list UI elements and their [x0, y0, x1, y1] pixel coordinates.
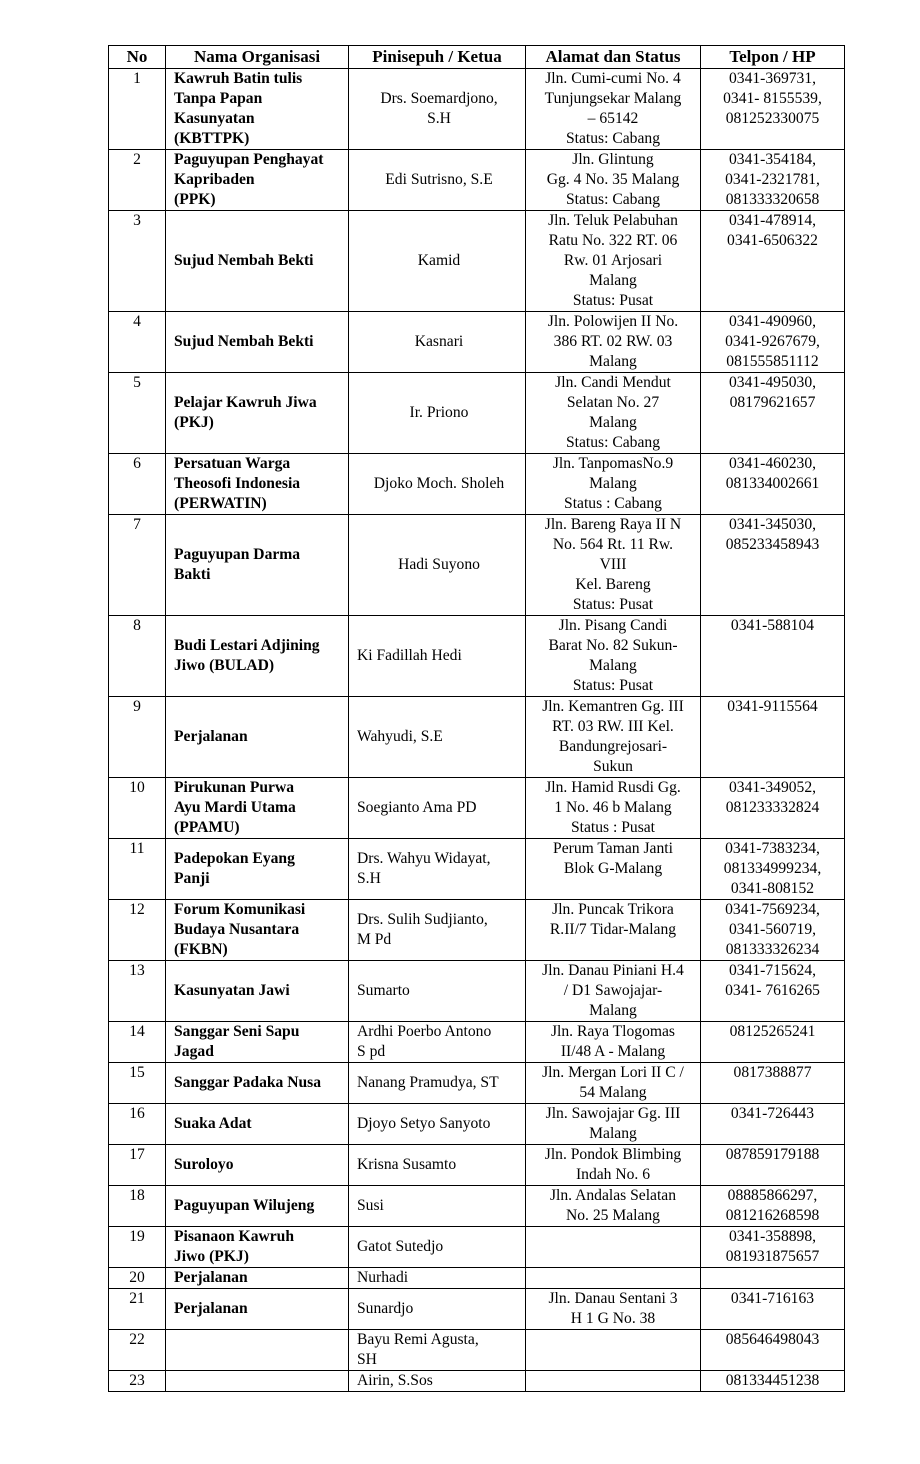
organization-table [108, 45, 845, 1392]
address-status [526, 1227, 701, 1268]
address-status: Jln. Glintung Gg. 4 No. 35 Malang Status: Cabang [526, 150, 701, 211]
table-row [109, 312, 845, 373]
address-status: Jln. Teluk Pelabuhan Ratu No. 322 RT. 06 Rw. 01 Arjosari Malang Status: Pusat [526, 211, 701, 312]
address-status: Jln. Sawojajar Gg. III Malang [526, 1104, 701, 1145]
leader-name: Drs. Wahyu Widayat, S.H [349, 839, 526, 900]
organization-name: Pisanaon Kawruh Jiwo (PKJ) [166, 1227, 349, 1268]
organization-name: Suaka Adat [166, 1104, 349, 1145]
phone-number: 08885866297, 081216268598 [701, 1186, 845, 1227]
organization-name: Sanggar Seni Sapu Jagad [166, 1022, 349, 1063]
leader-name: Airin, S.Sos [349, 1371, 526, 1392]
table-row [109, 697, 845, 778]
address-status: Jln. Mergan Lori II C / 54 Malang [526, 1063, 701, 1104]
table-row [109, 211, 845, 312]
organization-name: Perjalanan [166, 1268, 349, 1289]
phone-number: 0341-7383234, 081334999234, 0341-808152 [701, 839, 845, 900]
leader-name: Krisna Susamto [349, 1145, 526, 1186]
phone-number: 0341-588104 [701, 616, 845, 697]
header-phone: Telpon / HP [701, 46, 845, 69]
leader-name: Drs. Sulih Sudjianto, M Pd [349, 900, 526, 961]
row-number: 5 [109, 373, 166, 454]
table-row [109, 961, 845, 1022]
row-number: 20 [109, 1268, 166, 1289]
organization-name: Sujud Nembah Bekti [166, 211, 349, 312]
phone-number: 0341-369731, 0341- 8155539, 081252330075 [701, 69, 845, 150]
address-status: Jln. Cumi-cumi No. 4 Tunjungsekar Malang – 65142 Status: Cabang [526, 69, 701, 150]
row-number: 13 [109, 961, 166, 1022]
table-row [109, 1145, 845, 1186]
address-status: Jln. Danau Piniani H.4 / D1 Sawojajar- Malang [526, 961, 701, 1022]
row-number: 2 [109, 150, 166, 211]
table-row [109, 1104, 845, 1145]
phone-number: 0341-9115564 [701, 697, 845, 778]
organization-name: Suroloyo [166, 1145, 349, 1186]
row-number: 8 [109, 616, 166, 697]
phone-number: 087859179188 [701, 1145, 845, 1186]
table-row [109, 778, 845, 839]
address-status: Jln. Andalas Selatan No. 25 Malang [526, 1186, 701, 1227]
phone-number: 0817388877 [701, 1063, 845, 1104]
leader-name: Ki Fadillah Hedi [349, 616, 526, 697]
row-number: 17 [109, 1145, 166, 1186]
address-status: Jln. Puncak Trikora R.II/7 Tidar-Malang [526, 900, 701, 961]
table-header-row [109, 46, 845, 69]
table-row [109, 373, 845, 454]
row-number: 6 [109, 454, 166, 515]
leader-name: Ir. Priono [349, 373, 526, 454]
table-row [109, 515, 845, 616]
table-row [109, 1330, 845, 1371]
organization-name [166, 1330, 349, 1371]
row-number: 3 [109, 211, 166, 312]
organization-name: Persatuan Warga Theosofi Indonesia (PERWATIN) [166, 454, 349, 515]
address-status: Jln. Pisang Candi Barat No. 82 Sukun- Malang Status: Pusat [526, 616, 701, 697]
row-number: 1 [109, 69, 166, 150]
row-number: 18 [109, 1186, 166, 1227]
organization-name: Paguyupan Penghayat Kapribaden (PPK) [166, 150, 349, 211]
row-number: 23 [109, 1371, 166, 1392]
phone-number: 0341-354184, 0341-2321781, 081333320658 [701, 150, 845, 211]
phone-number: 0341-726443 [701, 1104, 845, 1145]
table-row [109, 1186, 845, 1227]
table-row [109, 454, 845, 515]
leader-name: Gatot Sutedjo [349, 1227, 526, 1268]
row-number: 15 [109, 1063, 166, 1104]
leader-name: Kasnari [349, 312, 526, 373]
leader-name: Edi Sutrisno, S.E [349, 150, 526, 211]
address-status: Jln. Kemantren Gg. III RT. 03 RW. III Kel. Bandungrejosari- Sukun [526, 697, 701, 778]
leader-name: Susi [349, 1186, 526, 1227]
row-number: 11 [109, 839, 166, 900]
header-leader: Pinisepuh / Ketua [349, 46, 526, 69]
phone-number: 0341-460230, 081334002661 [701, 454, 845, 515]
organization-name: Kasunyatan Jawi [166, 961, 349, 1022]
address-status: Jln. Candi Mendut Selatan No. 27 Malang Status: Cabang [526, 373, 701, 454]
organization-name: Padepokan Eyang Panji [166, 839, 349, 900]
phone-number [701, 1268, 845, 1289]
organization-name: Forum Komunikasi Budaya Nusantara (FKBN) [166, 900, 349, 961]
header-address: Alamat dan Status [526, 46, 701, 69]
organization-name: Sanggar Padaka Nusa [166, 1063, 349, 1104]
organization-name: Pirukunan Purwa Ayu Mardi Utama (PPAMU) [166, 778, 349, 839]
row-number: 22 [109, 1330, 166, 1371]
row-number: 10 [109, 778, 166, 839]
address-status: Jln. TanpomasNo.9 Malang Status : Cabang [526, 454, 701, 515]
row-number: 19 [109, 1227, 166, 1268]
phone-number: 0341-358898, 081931875657 [701, 1227, 845, 1268]
address-status [526, 1371, 701, 1392]
organization-name [166, 1371, 349, 1392]
phone-number: 0341-349052, 081233332824 [701, 778, 845, 839]
row-number: 21 [109, 1289, 166, 1330]
table-row [109, 1289, 845, 1330]
leader-name: Drs. Soemardjono, S.H [349, 69, 526, 150]
organization-name: Paguyupan Wilujeng [166, 1186, 349, 1227]
table-row [109, 1227, 845, 1268]
leader-name: Bayu Remi Agusta, SH [349, 1330, 526, 1371]
phone-number: 0341-7569234, 0341-560719, 081333326234 [701, 900, 845, 961]
leader-name: Sumarto [349, 961, 526, 1022]
phone-number: 0341-478914, 0341-6506322 [701, 211, 845, 312]
row-number: 4 [109, 312, 166, 373]
table-row [109, 69, 845, 150]
organization-name: Paguyupan Darma Bakti [166, 515, 349, 616]
address-status: Jln. Bareng Raya II N No. 564 Rt. 11 Rw. VIII Kel. Bareng Status: Pusat [526, 515, 701, 616]
address-status: Jln. Pondok Blimbing Indah No. 6 [526, 1145, 701, 1186]
address-status [526, 1268, 701, 1289]
leader-name: Djoko Moch. Sholeh [349, 454, 526, 515]
table-row [109, 1268, 845, 1289]
row-number: 14 [109, 1022, 166, 1063]
table-row [109, 1371, 845, 1392]
address-status: Jln. Raya Tlogomas II/48 A - Malang [526, 1022, 701, 1063]
organization-name: Kawruh Batin tulis Tanpa Papan Kasunyatan (KBTTPK) [166, 69, 349, 150]
leader-name: Kamid [349, 211, 526, 312]
leader-name: Wahyudi, S.E [349, 697, 526, 778]
leader-name: Ardhi Poerbo Antono S pd [349, 1022, 526, 1063]
phone-number: 0341-715624, 0341- 7616265 [701, 961, 845, 1022]
leader-name: Sunardjo [349, 1289, 526, 1330]
row-number: 16 [109, 1104, 166, 1145]
table-row [109, 616, 845, 697]
table-row [109, 1022, 845, 1063]
address-status: Perum Taman Janti Blok G-Malang [526, 839, 701, 900]
phone-number: 08125265241 [701, 1022, 845, 1063]
header-no: No [109, 46, 166, 69]
row-number: 9 [109, 697, 166, 778]
row-number: 7 [109, 515, 166, 616]
phone-number: 0341-345030, 085233458943 [701, 515, 845, 616]
address-status: Jln. Danau Sentani 3 H 1 G No. 38 [526, 1289, 701, 1330]
address-status: Jln. Polowijen II No. 386 RT. 02 RW. 03 Malang [526, 312, 701, 373]
phone-number: 0341-495030, 08179621657 [701, 373, 845, 454]
leader-name: Nanang Pramudya, ST [349, 1063, 526, 1104]
table-row [109, 900, 845, 961]
organization-name: Perjalanan [166, 1289, 349, 1330]
phone-number: 081334451238 [701, 1371, 845, 1392]
leader-name: Hadi Suyono [349, 515, 526, 616]
header-organization: Nama Organisasi [166, 46, 349, 69]
leader-name: Djoyo Setyo Sanyoto [349, 1104, 526, 1145]
address-status [526, 1330, 701, 1371]
organization-name: Perjalanan [166, 697, 349, 778]
phone-number: 085646498043 [701, 1330, 845, 1371]
organization-name: Sujud Nembah Bekti [166, 312, 349, 373]
phone-number: 0341-716163 [701, 1289, 845, 1330]
phone-number: 0341-490960, 0341-9267679, 081555851112 [701, 312, 845, 373]
table-row [109, 839, 845, 900]
row-number: 12 [109, 900, 166, 961]
leader-name: Soegianto Ama PD [349, 778, 526, 839]
table-row [109, 150, 845, 211]
table-row [109, 1063, 845, 1104]
organization-name: Budi Lestari Adjining Jiwo (BULAD) [166, 616, 349, 697]
organization-name: Pelajar Kawruh Jiwa (PKJ) [166, 373, 349, 454]
leader-name: Nurhadi [349, 1268, 526, 1289]
address-status: Jln. Hamid Rusdi Gg. 1 No. 46 b Malang Status : Pusat [526, 778, 701, 839]
